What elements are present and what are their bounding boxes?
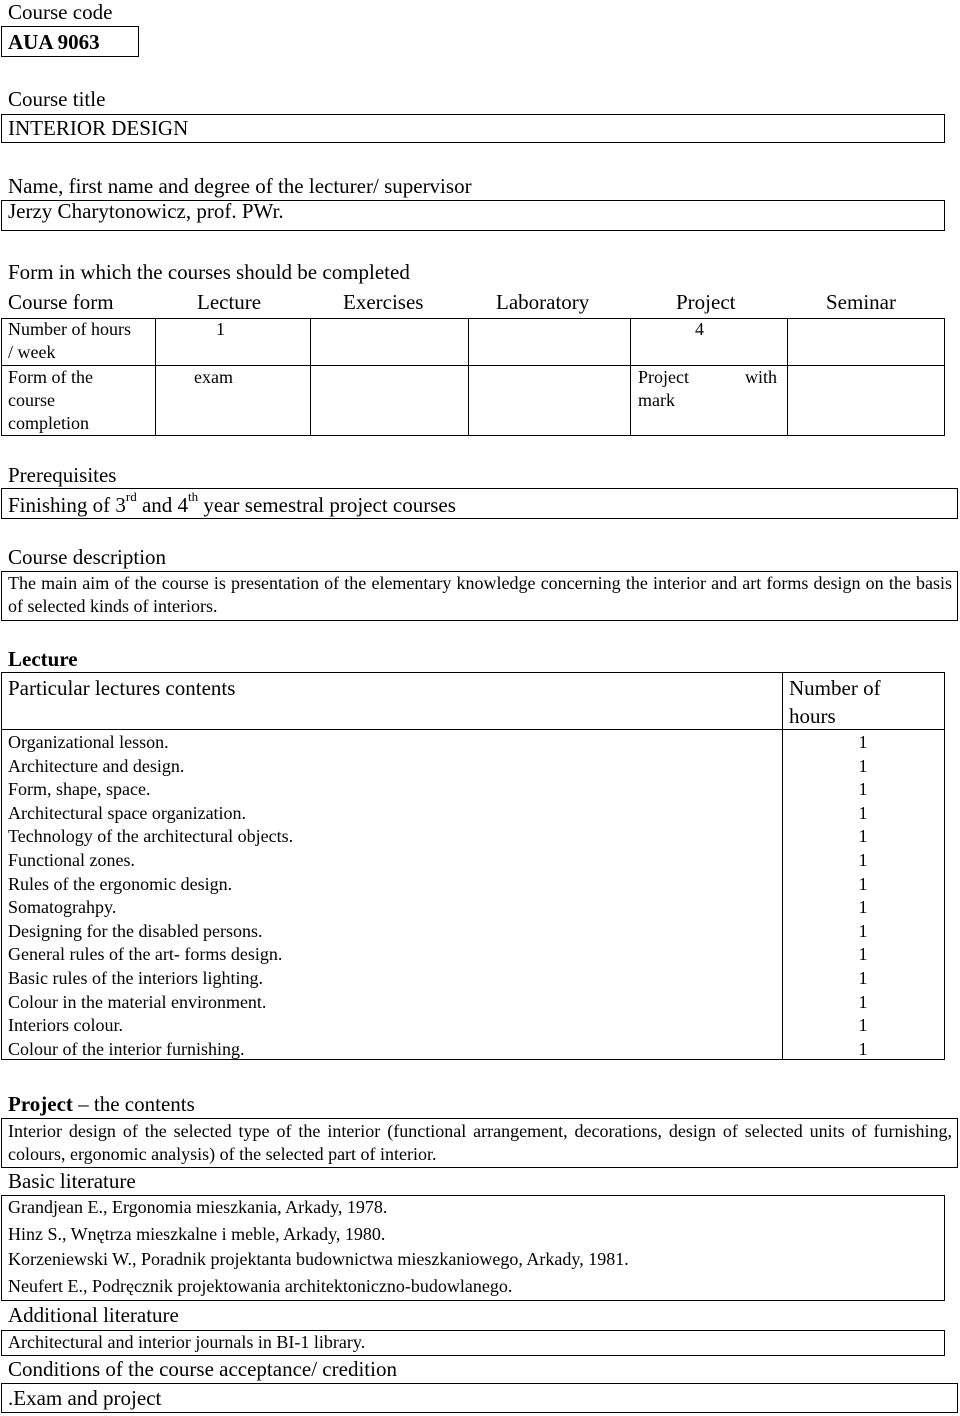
lecture-hours: 1 [858, 826, 868, 847]
lecture-hours-header-line1: Number of [789, 676, 881, 700]
lecture-hours: 1 [858, 732, 868, 752]
lecture-hours: 1 [858, 920, 868, 941]
course-code-label: Course code [8, 0, 113, 24]
form-col-laboratory: Laboratory [496, 290, 590, 314]
lecture-topic: Rules of the ergonomic design. [8, 873, 233, 894]
lecture-hours: 1 [858, 944, 868, 965]
form-col-exercises: Exercises [343, 290, 424, 314]
project-heading-rest: – the contents [72, 1092, 195, 1116]
prerequisites-label: Prerequisites [8, 463, 117, 487]
form-table-col-divider [468, 318, 469, 436]
project-text: Interior design of the selected type of the interior (functional arrangement, decorations, design of selected units of furnishing, colours, ergonomic analysis) of the selected part of interior. [8, 1121, 952, 1164]
completion-project-value-1: Project [638, 367, 689, 387]
lecture-topic: Somatograhpy. [8, 897, 117, 918]
completion-project-value-3: mark [638, 390, 675, 410]
lecture-topic: Basic rules of the interiors lighting. [8, 968, 263, 988]
lecture-table-header-divider [1, 729, 945, 730]
hours-project-value: 4 [695, 319, 704, 339]
hours-lecture-value: 1 [216, 319, 225, 339]
form-table-col-divider [630, 318, 631, 436]
description-text: The main aim of the course is presentation of the elementary knowledge concerning the interior and art forms design on the basis of selected kinds of interiors. [8, 573, 952, 616]
lecture-hours: 1 [858, 755, 868, 776]
form-table-col-divider [310, 318, 311, 436]
form-table-col-divider [787, 318, 788, 436]
course-title-label: Course title [8, 87, 106, 111]
lecture-hours: 1 [858, 779, 868, 800]
hours-label-line2: / week [8, 342, 56, 362]
prerequisites-text-b: and 4 [136, 493, 189, 517]
basic-literature-item: Grandjean E., Ergonomia mieszkania, Arkady, 1978. [8, 1197, 388, 1217]
lecture-hours: 1 [858, 873, 868, 894]
lecture-topic: Functional zones. [8, 850, 135, 870]
completion-label-line3: completion [8, 413, 89, 433]
project-heading [8, 1092, 195, 1116]
prerequisites-sup-b: th [188, 489, 199, 504]
conditions-label: Conditions of the course acceptance/ credition [8, 1357, 397, 1381]
lecture-hours-header-line2: hours [789, 704, 836, 728]
prerequisites-text [8, 489, 456, 517]
basic-literature-label: Basic literature [8, 1169, 136, 1193]
form-col-course-form: Course form [8, 290, 114, 314]
hours-label-line1: Number of hours [8, 319, 131, 339]
form-col-seminar: Seminar [826, 290, 896, 314]
lecture-topic: Designing for the disabled persons. [8, 920, 263, 941]
lecturer-label: Name, first name and degree of the lecturer/ supervisor [8, 174, 472, 198]
lecture-topic: Colour in the material environment. [8, 991, 267, 1012]
lecture-hours: 1 [858, 968, 868, 988]
conditions-value: .Exam and project [8, 1386, 162, 1410]
form-col-lecture: Lecture [197, 290, 262, 314]
lecture-hours: 1 [858, 802, 868, 823]
prerequisites-text-a: Finishing of 3 [8, 493, 126, 517]
project-heading-bold: Project [8, 1092, 73, 1116]
completion-label-line1: Form of the [8, 367, 93, 387]
completion-lecture-value: exam [194, 367, 233, 387]
prerequisites-text-c: year semestral project courses [198, 493, 456, 517]
lecture-hours: 1 [858, 991, 868, 1012]
form-heading: Form in which the courses should be completed [8, 260, 410, 284]
lecture-topic: Architectural space organization. [8, 802, 247, 823]
basic-literature-item: Neufert E., Podręcznik projektowania architektoniczno-budowlanego. [8, 1276, 513, 1296]
lecture-topic: General rules of the art- forms design. [8, 944, 283, 965]
course-code-value: AUA 9063 [8, 30, 100, 54]
form-col-project: Project [676, 290, 736, 314]
description-label: Course description [8, 545, 167, 569]
course-title-value: INTERIOR DESIGN [8, 116, 189, 140]
additional-literature-item: Architectural and interior journals in BI-1 library. [8, 1332, 366, 1352]
completion-label-line2: course [8, 390, 55, 410]
additional-literature-label: Additional literature [8, 1303, 179, 1327]
prerequisites-sup-a: rd [125, 489, 137, 504]
lecture-heading: Lecture [8, 647, 78, 671]
form-table-col-divider [155, 318, 156, 436]
lecture-topic: Organizational lesson. [8, 732, 169, 752]
lecture-topic: Interiors colour. [8, 1015, 123, 1036]
lecture-hours: 1 [858, 850, 868, 870]
lecture-topic: Technology of the architectural objects. [8, 826, 294, 847]
completion-project-value-2: with [745, 367, 778, 387]
lecture-topic: Architecture and design. [8, 755, 185, 776]
lecture-hours: 1 [858, 1015, 868, 1036]
lecture-topic: Form, shape, space. [8, 779, 151, 800]
form-table-row-divider [1, 365, 945, 366]
lecture-contents-header: Particular lectures contents [8, 676, 236, 700]
lecture-topic: Colour of the interior furnishing. [8, 1038, 245, 1059]
lecture-hours: 1 [858, 897, 868, 918]
lecture-hours: 1 [858, 1038, 868, 1059]
basic-literature-item: Hinz S., Wnętrza mieszkalne i meble, Arkady, 1980. [8, 1224, 386, 1244]
form-table [1, 318, 945, 436]
lecturer-value: Jerzy Charytonowicz, prof. PWr. [8, 199, 284, 223]
basic-literature-item: Korzeniewski W., Poradnik projektanta budownictwa mieszkaniowego, Arkady, 1981. [8, 1249, 629, 1269]
